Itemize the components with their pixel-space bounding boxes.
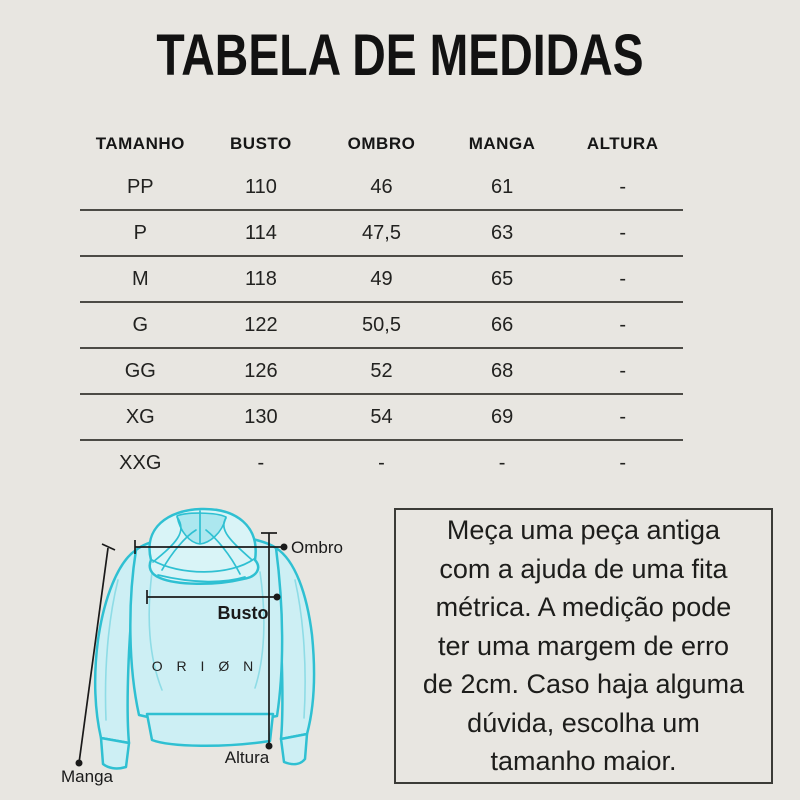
- table-cell: 63: [490, 221, 514, 244]
- table-cell: -: [619, 175, 627, 198]
- table-cell: -: [619, 313, 627, 336]
- measurements-table: [80, 123, 683, 485]
- note-line: com a ajuda de uma fita: [439, 553, 728, 584]
- table-cell: -: [498, 451, 506, 474]
- table-cell: 110: [244, 175, 277, 198]
- column-header-manga: MANGA: [468, 134, 536, 153]
- size-label: G: [132, 313, 149, 336]
- table-cell: -: [619, 359, 627, 382]
- table-cell: 114: [244, 221, 277, 244]
- table-cell: 46: [370, 175, 393, 198]
- column-header-altura: ALTURA: [586, 134, 659, 153]
- table-cell: 52: [370, 359, 393, 382]
- size-label: M: [131, 267, 149, 290]
- table-row-xxg: [80, 441, 683, 485]
- altura-label: Altura: [224, 748, 270, 767]
- note-line: métrica. A medição pode: [435, 592, 732, 623]
- column-header-ombro: OMBRO: [347, 134, 416, 153]
- table-cell: 118: [244, 267, 277, 290]
- table-cell: 49: [370, 267, 393, 290]
- column-header-tamanho: TAMANHO: [95, 134, 185, 153]
- table-cell: 47,5: [362, 221, 401, 244]
- table-cell: 54: [370, 405, 393, 428]
- table-row-p: [80, 211, 683, 257]
- table-cell: 69: [490, 405, 514, 428]
- column-header-busto: BUSTO: [230, 134, 292, 153]
- note-line: dúvida, escolha um: [467, 707, 700, 738]
- hoodie-diagram: [0, 480, 400, 800]
- table-cell: 126: [244, 359, 278, 382]
- hoodie-hem-band: [147, 714, 273, 746]
- table-cell: 130: [244, 405, 278, 428]
- busto-label: Busto: [217, 603, 269, 623]
- table-header-row: [80, 123, 683, 165]
- measurement-note: [394, 508, 773, 784]
- size-label: XXG: [119, 451, 162, 474]
- table-cell: -: [619, 451, 627, 474]
- size-label: XG: [125, 405, 155, 428]
- table-cell: 65: [490, 267, 514, 290]
- page-title: TABELA DE MEDIDAS: [156, 23, 644, 88]
- table-cell: 68: [490, 359, 514, 382]
- table-row-m: [80, 257, 683, 303]
- table-row-g: [80, 303, 683, 349]
- note-line: tamanho maior.: [490, 746, 677, 777]
- note-line: ter uma margem de erro: [437, 630, 730, 661]
- table-cell: -: [619, 221, 627, 244]
- size-label: P: [133, 221, 147, 244]
- hoodie-left-cuff: [101, 738, 129, 768]
- table-cell: 66: [490, 313, 514, 336]
- table-row-pp: [80, 165, 683, 211]
- size-label: GG: [124, 359, 156, 382]
- table-cell: -: [619, 405, 627, 428]
- table-cell: -: [619, 267, 627, 290]
- table-cell: 61: [490, 175, 514, 198]
- table-row-xg: [80, 395, 683, 441]
- table-cell: -: [378, 451, 385, 474]
- ombro-label: Ombro: [291, 538, 343, 557]
- table-row-gg: [80, 349, 683, 395]
- size-label: PP: [126, 175, 154, 198]
- manga-label: Manga: [61, 767, 113, 786]
- table-cell: -: [257, 451, 265, 474]
- brand-logo: O R I Ø N: [151, 658, 259, 674]
- table-cell: 122: [244, 313, 278, 336]
- hoodie-right-cuff: [281, 734, 307, 764]
- note-line: Meça uma peça antiga: [446, 515, 721, 546]
- table-cell: 50,5: [362, 313, 401, 336]
- note-line: de 2cm. Caso haja alguma: [422, 669, 745, 700]
